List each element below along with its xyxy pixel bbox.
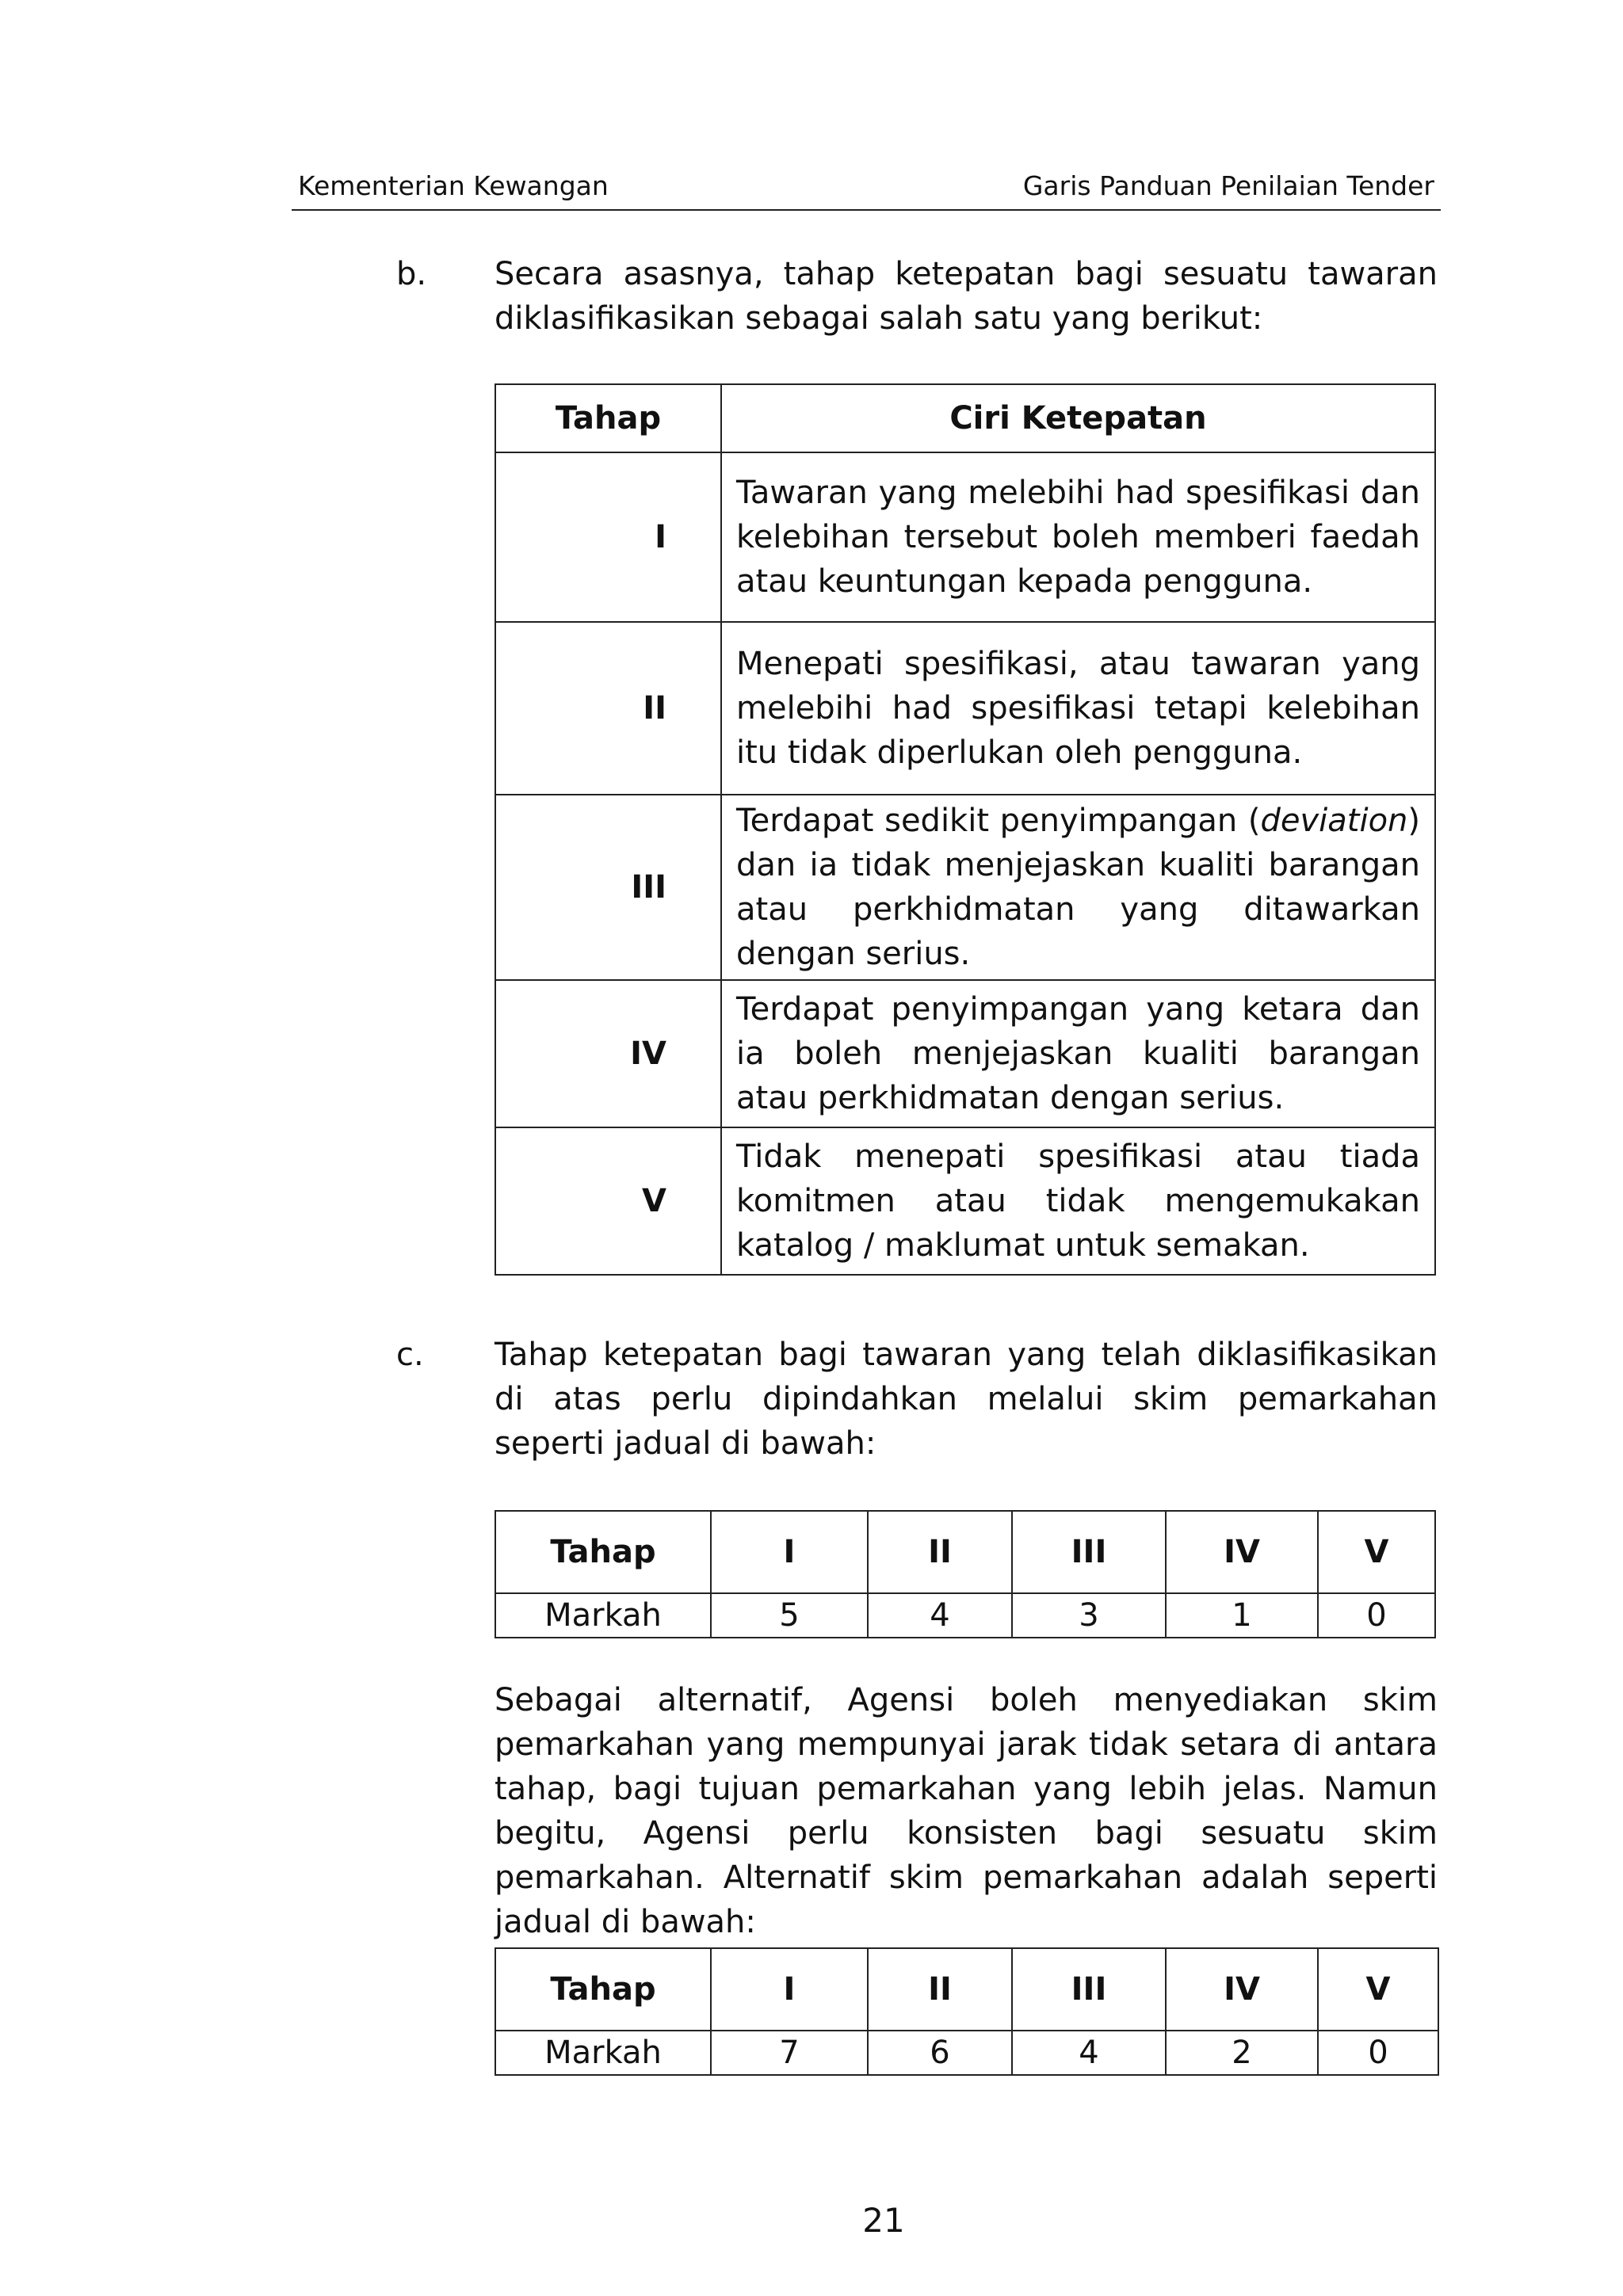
marks-row (495, 2031, 1438, 2075)
level-cell: III (1012, 1948, 1166, 2031)
mark-cell: 5 (711, 1593, 868, 1638)
level-cell: II (495, 622, 721, 795)
mark-cell: 3 (1012, 1593, 1166, 1638)
level-cell: I (495, 452, 721, 622)
description-cell: Menepati spesifikasi, atau tawaran yang melebihi had spesifikasi tetapi kelebihan itu tidak diperlukan oleh pengguna. (721, 622, 1435, 795)
row-label-markah: Markah (495, 1593, 711, 1638)
level-cell: IV (495, 980, 721, 1127)
accuracy-level-table (495, 383, 1436, 1276)
row-header-tahap: Tahap (495, 1948, 711, 2031)
page-header (292, 163, 1441, 211)
section-b-label: b. (396, 256, 427, 292)
marking-scheme-table (495, 1510, 1436, 1638)
level-cell: IV (1166, 1948, 1318, 2031)
table-row (495, 1127, 1435, 1275)
table-row (495, 980, 1435, 1127)
level-cell: I (711, 1948, 868, 2031)
page-number: 21 (862, 2201, 905, 2240)
section-c-label: c. (396, 1337, 424, 1373)
level-cell: II (868, 1511, 1012, 1593)
header-tahap: Tahap (495, 384, 721, 452)
section-b-text: Secara asasnya, tahap ketepatan bagi sesuatu tawaran diklasifikasikan sebagai salah satu yang berikut: (495, 256, 1438, 337)
level-cell: V (495, 1127, 721, 1275)
table-row (495, 795, 1435, 980)
mark-cell: 0 (1318, 2031, 1438, 2075)
row-label-markah: Markah (495, 2031, 711, 2075)
level-cell: II (868, 1948, 1012, 2031)
row-header-tahap: Tahap (495, 1511, 711, 1593)
mark-cell: 2 (1166, 2031, 1318, 2075)
header-document-title: Garis Panduan Penilaian Tender (1022, 170, 1434, 201)
level-cell: IV (1166, 1511, 1318, 1593)
level-row (495, 1511, 1435, 1593)
level-cell: V (1318, 1511, 1435, 1593)
mark-cell: 0 (1318, 1593, 1435, 1638)
description-italic-term: deviation (1260, 803, 1408, 839)
level-cell: I (711, 1511, 868, 1593)
mark-cell: 1 (1166, 1593, 1318, 1638)
section-c-text: Tahap ketepatan bagi tawaran yang telah diklasifikasikan di atas perlu dipindahkan melalui skim pemarkahan seperti jadual di bawah: (495, 1337, 1438, 1462)
header-ministry: Kementerian Kewangan (298, 170, 609, 201)
description-cell: Terdapat penyimpangan yang ketara dan ia boleh menjejaskan kualiti barangan atau perkhidmatan dengan serius. (721, 980, 1435, 1127)
header-ciri-ketepatan: Ciri Ketepatan (721, 384, 1435, 452)
mark-cell: 4 (868, 1593, 1012, 1638)
marks-row (495, 1593, 1435, 1638)
alternative-marking-scheme-table (495, 1947, 1439, 2076)
description-cell (721, 795, 1435, 980)
table-row (495, 452, 1435, 622)
table-row (495, 622, 1435, 795)
level-cell: III (1012, 1511, 1166, 1593)
description-cell: Tidak menepati spesifikasi atau tiada komitmen atau tidak mengemukakan katalog / maklumat untuk semakan. (721, 1127, 1435, 1275)
mark-cell: 7 (711, 2031, 868, 2075)
description-text-end: ) dan ia tidak menjejaskan kualiti barangan atau perkhidmatan yang ditawarkan dengan serius. (736, 803, 1420, 972)
mark-cell: 6 (868, 2031, 1012, 2075)
description-text-start: Terdapat sedikit penyimpangan ( (736, 803, 1261, 839)
description-cell: Tawaran yang melebihi had spesifikasi dan kelebihan tersebut boleh memberi faedah atau keuntungan kepada pengguna. (721, 452, 1435, 622)
level-cell: V (1318, 1948, 1438, 2031)
level-row (495, 1948, 1438, 2031)
table-header-row (495, 384, 1435, 452)
mark-cell: 4 (1012, 2031, 1166, 2075)
level-cell: III (495, 795, 721, 980)
alternative-scheme-paragraph: Sebagai alternatif, Agensi boleh menyediakan skim pemarkahan yang mempunyai jarak tidak setara di antara tahap, bagi tujuan pemarkahan yang lebih jelas. Namun begitu, Agensi perlu konsisten bagi sesuatu skim pemarkahan. Alternatif skim pemarkahan adalah seperti jadual di bawah: (495, 1682, 1438, 1940)
